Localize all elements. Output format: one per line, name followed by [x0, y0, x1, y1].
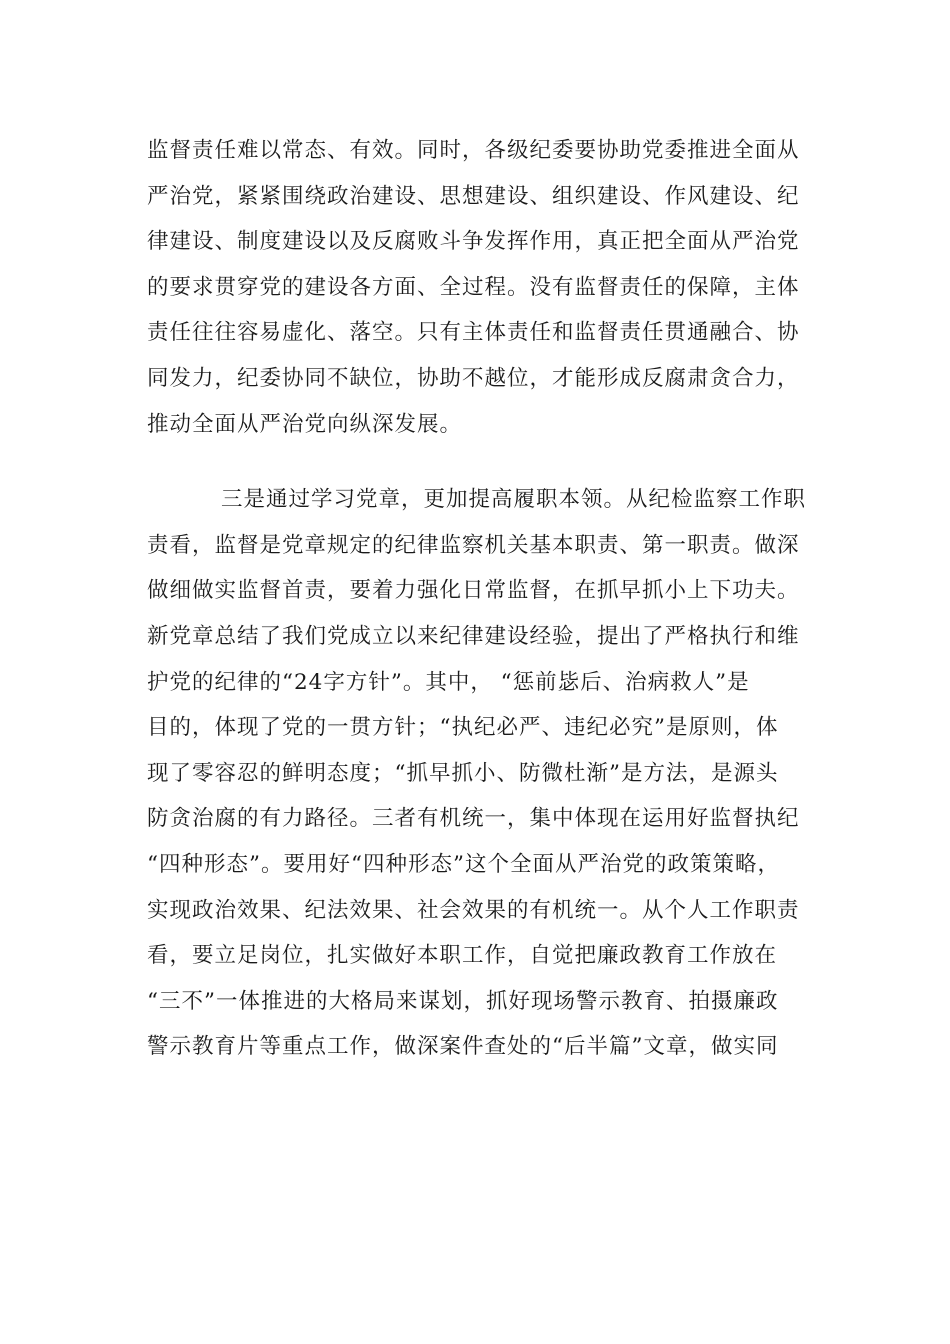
paragraph-line: 责看，监督是党章规定的纪律监察机关基本职责、第一职责。做深: [147, 532, 800, 558]
paragraph-line: 的要求贯穿党的建设各方面、全过程。没有监督责任的保障，主体: [147, 274, 800, 300]
paragraph-line: 目的，体现了党的一贯方针；“执纪必严、违纪必究”是原则，体: [147, 715, 779, 741]
paragraph-line: 责任往往容易虚化、落空。只有主体责任和监督责任贯通融合、协: [147, 320, 800, 346]
paragraph-line: 律建设、制度建设以及反腐败斗争发挥作用，真正把全面从严治党: [147, 229, 800, 255]
paragraph-line: 现了零容忍的鲜明态度；“抓早抓小、防微杜渐”是方法，是源头: [147, 760, 779, 786]
paragraph-line: 新党章总结了我们党成立以来纪律建设经验，提出了严格执行和维: [147, 623, 800, 649]
paragraph-line: 护党的纪律的“24字方针”。其中， “惩前毖后、治病救人”是: [147, 669, 750, 695]
paragraph-line: 做细做实监督首责，要着力强化日常监督，在抓早抓小上下功夫。: [147, 578, 800, 604]
paragraph-line: 防贪治腐的有力路径。三者有机统一，集中体现在运用好监督执纪: [147, 806, 800, 832]
paragraph-first-line: 三是通过学习党章，更加提高履职本领。从纪检监察工作职: [221, 487, 807, 513]
paragraph-line: “四种形态”。要用好“四种形态”这个全面从严治党的政策策略，: [147, 851, 780, 877]
document-body: [147, 128, 807, 1070]
paragraph-line: 严治党，紧紧围绕政治建设、思想建设、组织建设、作风建设、纪: [147, 183, 800, 209]
paragraph-line: 同发力，纪委协同不缺位，协助不越位，才能形成反腐肃贪合力，: [147, 365, 800, 391]
paragraph-line: “三不”一体推进的大格局来谋划，抓好现场警示教育、拍摄廉政: [147, 988, 779, 1014]
paragraph-line: 警示教育片等重点工作，做深案件查处的“后半篇”文章，做实同: [147, 1034, 779, 1060]
paragraph-line: 推动全面从严治党向纵深发展。: [147, 411, 463, 437]
paragraph-line: 看，要立足岗位，扎实做好本职工作，自觉把廉政教育工作放在: [147, 943, 778, 969]
paragraph-2: [147, 477, 807, 1070]
paragraph-line: 监督责任难以常态、有效。同时，各级纪委要协助党委推进全面从: [147, 138, 800, 163]
paragraph-1: [147, 128, 807, 447]
paragraph-line: 实现政治效果、纪法效果、社会效果的有机统一。从个人工作职责: [147, 897, 800, 923]
paragraph-spacer: [147, 447, 807, 477]
